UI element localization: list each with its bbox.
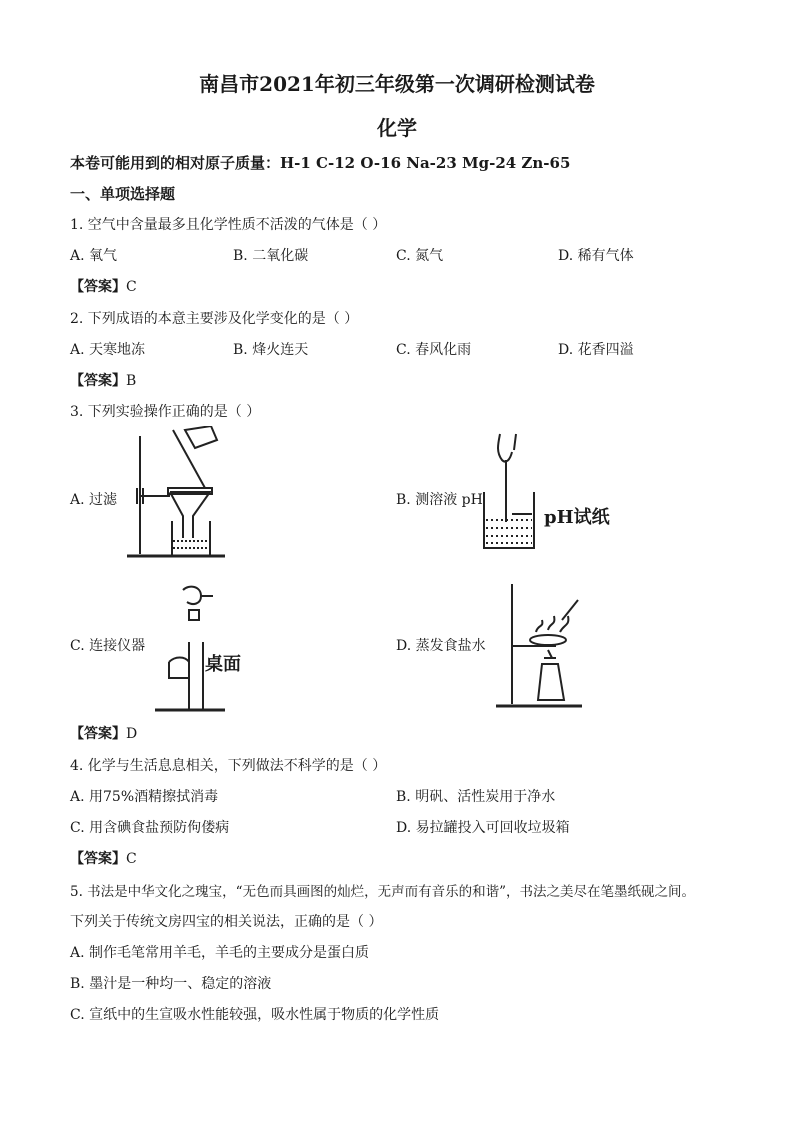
q2-answer — [70, 370, 136, 390]
q4-option-a: A. 用75%酒精擦拭消毒 — [70, 789, 219, 805]
q1-stem: 1. 空气中含量最多且化学性质不活泼的气体是（ ） — [70, 217, 387, 233]
answer-tag: 【答案】 — [70, 373, 126, 389]
q5-option-a: A. 制作毛笔常用羊毛，羊毛的主要成分是蛋白质 — [70, 945, 370, 961]
q4-stem: 4. 化学与生活息息相关，下列做法不科学的是（ ） — [70, 758, 387, 774]
q5-option-c: C. 宣纸中的生宣吸水性能较强，吸水性属于物质的化学性质 — [70, 1007, 440, 1023]
q3-stem: 3. 下列实验操作正确的是（ ） — [70, 404, 261, 420]
q3-option-c: C. 连接仪器 — [70, 638, 146, 654]
evaporation-diagram — [486, 580, 586, 710]
atomic-masses-line: 本卷可能用到的相对原子质量：H-1 C-12 O-16 Na-23 Mg-24 Zn-65 — [70, 154, 571, 172]
q1-option-b: B. 二氧化碳 — [233, 248, 309, 264]
q2-option-c: C. 春风化雨 — [396, 342, 472, 358]
q4-answer — [70, 848, 137, 868]
q3-option-b: B. 测溶液 pH — [396, 492, 483, 508]
connect-apparatus-diagram — [155, 582, 230, 712]
q5-stem-line2: 下列关于传统文房四宝的相关说法，正确的是（ ） — [70, 914, 383, 930]
answer-value: D — [126, 726, 138, 742]
q4-option-c: C. 用含碘食盐预防佝偻病 — [70, 820, 230, 836]
ph-test-diagram — [476, 430, 556, 555]
q2-option-a: A. 天寒地冻 — [70, 342, 146, 358]
q2-option-d: D. 花香四溢 — [558, 342, 634, 358]
answer-tag: 【答案】 — [70, 279, 126, 295]
answer-tag: 【答案】 — [70, 851, 126, 867]
ph-paper-label: pH试纸 — [544, 507, 610, 528]
q4-option-b: B. 明矾、活性炭用于净水 — [396, 789, 556, 805]
q2-stem: 2. 下列成语的本意主要涉及化学变化的是（ ） — [70, 311, 359, 327]
answer-value: C — [126, 279, 137, 295]
answer-tag: 【答案】 — [70, 726, 126, 742]
q3-answer — [70, 723, 137, 743]
subject-title: 化学 — [377, 116, 417, 140]
q3-option-d: D. 蒸发食盐水 — [396, 638, 486, 654]
q1-option-a: A. 氧气 — [70, 248, 118, 264]
q1-option-c: C. 氮气 — [396, 248, 444, 264]
answer-value: B — [126, 373, 137, 389]
q1-option-d: D. 稀有气体 — [558, 248, 634, 264]
q5-stem-line1: 5. 书法是中华文化之瑰宝，“无色而具画图的灿烂，无声而有音乐的和谐”，书法之美尽在笔墨纸砚之间。 — [70, 884, 695, 900]
q4-option-d: D. 易拉罐投入可回收垃圾箱 — [396, 820, 570, 836]
desk-label: 桌面 — [205, 654, 241, 675]
exam-title: 南昌市2021年初三年级第一次调研检测试卷 — [199, 72, 595, 96]
q3-option-a: A. 过滤 — [70, 492, 118, 508]
section-heading: 一、单项选择题 — [70, 185, 176, 203]
filtration-diagram — [125, 426, 235, 566]
q5-option-b: B. 墨汁是一种均一、稳定的溶液 — [70, 976, 272, 992]
answer-value: C — [126, 851, 137, 867]
q1-answer — [70, 276, 137, 296]
q2-option-b: B. 烽火连天 — [233, 342, 309, 358]
